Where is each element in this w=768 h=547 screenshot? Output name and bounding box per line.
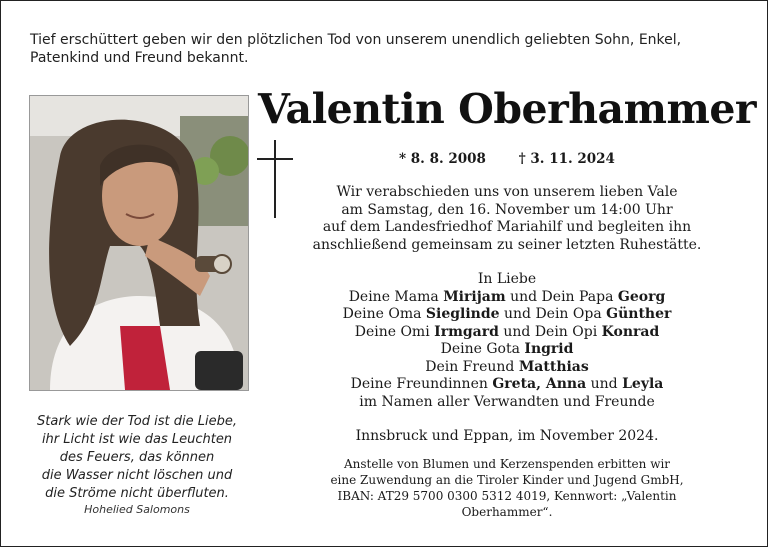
mourner-line: Dein Freund Matthias <box>425 358 589 375</box>
portrait-photo-illustration <box>30 96 248 390</box>
poem-line: die Ströme nicht überfluten. <box>45 486 229 501</box>
intro-text <box>30 31 730 67</box>
birth-date: * 8. 8. 2008 <box>399 151 486 167</box>
farewell-line: Wir verabschieden uns von unserem lieben Vale <box>336 184 678 200</box>
death-date: † 3. 11. 2024 <box>518 151 615 167</box>
donation-line: eine Zuwendung an die Tiroler Kinder und Jugend GmbH, <box>330 472 684 487</box>
mourner-line: Deine Oma Sieglinde und Dein Opa Günther <box>342 306 672 322</box>
poem-line: Stark wie der Tod ist die Liebe, <box>37 414 237 429</box>
notice-body <box>301 184 713 520</box>
cross-icon <box>257 140 293 218</box>
in-liebe: In Liebe <box>477 271 537 287</box>
mourner-line: im Namen aller Verwandten und Freunde <box>359 393 655 410</box>
life-dates <box>301 151 713 167</box>
intro-line: Patenkind und Freund bekannt. <box>30 50 249 66</box>
poem <box>19 413 255 503</box>
poem-line: des Feuers, das können <box>59 450 215 465</box>
farewell-line: auf dem Landesfriedhof Mariahilf und begleiten ihn <box>322 219 692 235</box>
poem-line: ihr Licht ist wie das Leuchten <box>41 432 233 447</box>
donation-line: Anstelle von Blumen und Kerzenspenden erbitten wir <box>343 456 671 471</box>
poem-source: Hohelied Salomons <box>84 503 190 516</box>
mourner-line: Deine Omi Irmgard und Dein Opi Konrad <box>354 323 660 340</box>
intro-line: Tief erschüttert geben wir den plötzlichen Tod von unserem unendlich geliebten Sohn, Enkel, <box>30 32 682 48</box>
farewell-line: am Samstag, den 16. November um 14:00 Uhr <box>341 201 673 218</box>
portrait-photo <box>29 95 249 391</box>
donation-line: IBAN: AT29 5700 0300 5312 4019, Kennwort: „Valentin Oberhammer“. <box>337 488 677 519</box>
mourner-line: Deine Mama Mirijam und Dein Papa Georg <box>348 288 666 305</box>
poem-line: die Wasser nicht löschen und <box>41 468 233 483</box>
mourner-line: Deine Freundinnen Greta, Anna und Leyla <box>350 376 664 392</box>
mourner-line: Deine Gota Ingrid <box>440 341 574 357</box>
deceased-name: Valentin Oberhammer <box>257 85 757 133</box>
farewell-line: anschließend gemeinsam zu seiner letzten Ruhestätte. <box>312 236 702 253</box>
place-date: Innsbruck und Eppan, im November 2024. <box>355 428 659 444</box>
